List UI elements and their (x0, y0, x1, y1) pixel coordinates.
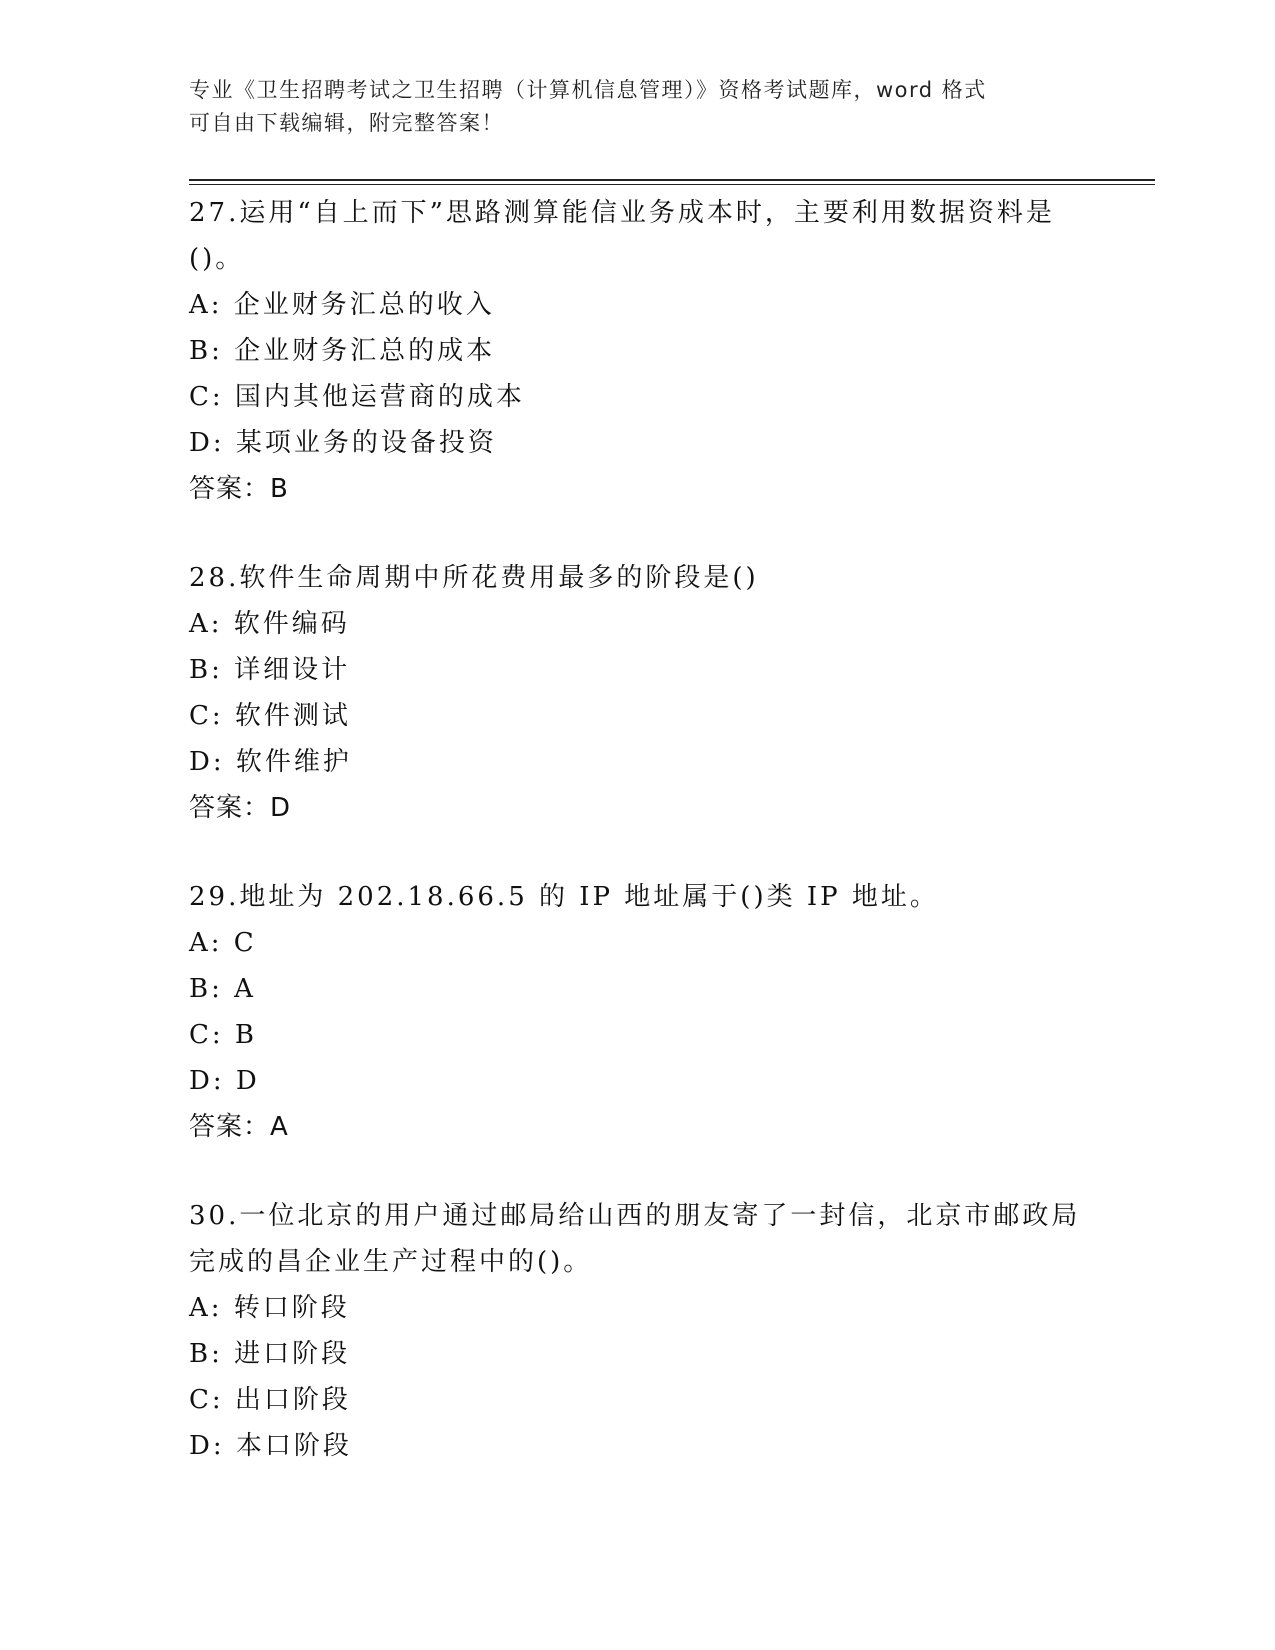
question-28-text-line-1: 28.软件生命周期中所花费用最多的阶段是() (189, 563, 759, 593)
question-30 (189, 1193, 1089, 1469)
question-30-text-line-2: 完成的昌企业生产过程中的()。 (189, 1247, 593, 1277)
question-28 (189, 555, 1089, 831)
question-29-answer: 答案：A (189, 1112, 289, 1142)
header-line-2: 可自由下载编辑，附完整答案！ (189, 111, 504, 135)
question-30-option-d: D: 本口阶段 (189, 1431, 352, 1461)
question-27-text-line-2: ()。 (189, 244, 245, 274)
question-27-text-line-1: 27.运用“自上而下”思路测算能信业务成本时，主要利用数据资料是 (189, 198, 1055, 228)
question-27-option-b: B: 企业财务汇总的成本 (189, 336, 496, 366)
question-29 (189, 874, 1089, 1150)
question-28-option-b: B: 详细设计 (189, 655, 351, 685)
question-29-option-c: C: B (189, 1020, 258, 1050)
question-30-option-b: B: 进口阶段 (189, 1339, 351, 1369)
document-header (189, 74, 1089, 140)
question-27-answer: 答案：B (189, 474, 289, 504)
question-list (189, 190, 1089, 1512)
question-29-option-d: D: D (189, 1066, 260, 1096)
question-28-answer: 答案：D (189, 793, 292, 823)
question-27 (189, 190, 1089, 512)
question-27-option-a: A: 企业财务汇总的收入 (189, 290, 495, 320)
question-29-option-b: B: A (189, 974, 256, 1004)
question-30-text-line-1: 30.一位北京的用户通过邮局给山西的朋友寄了一封信，北京市邮政局 (189, 1201, 1081, 1231)
question-27-option-c: C: 国内其他运营商的成本 (189, 382, 525, 412)
question-29-text-line-1: 29.地址为 202.18.66.5 的 IP 地址属于()类 IP 地址。 (189, 882, 939, 912)
question-30-option-a: A: 转口阶段 (189, 1293, 350, 1323)
question-29-option-a: A: C (189, 928, 257, 958)
question-28-option-a: A: 软件编码 (189, 609, 350, 639)
question-27-option-d: D: 某项业务的设备投资 (189, 428, 497, 458)
question-28-option-d: D: 软件维护 (189, 747, 352, 777)
question-30-option-c: C: 出口阶段 (189, 1385, 351, 1415)
header-divider-thick (189, 179, 1155, 181)
question-28-option-c: C: 软件测试 (189, 701, 351, 731)
header-divider-thin (189, 184, 1155, 185)
header-line-1: 专业《卫生招聘考试之卫生招聘（计算机信息管理）》资格考试题库，word 格式 (189, 78, 987, 102)
